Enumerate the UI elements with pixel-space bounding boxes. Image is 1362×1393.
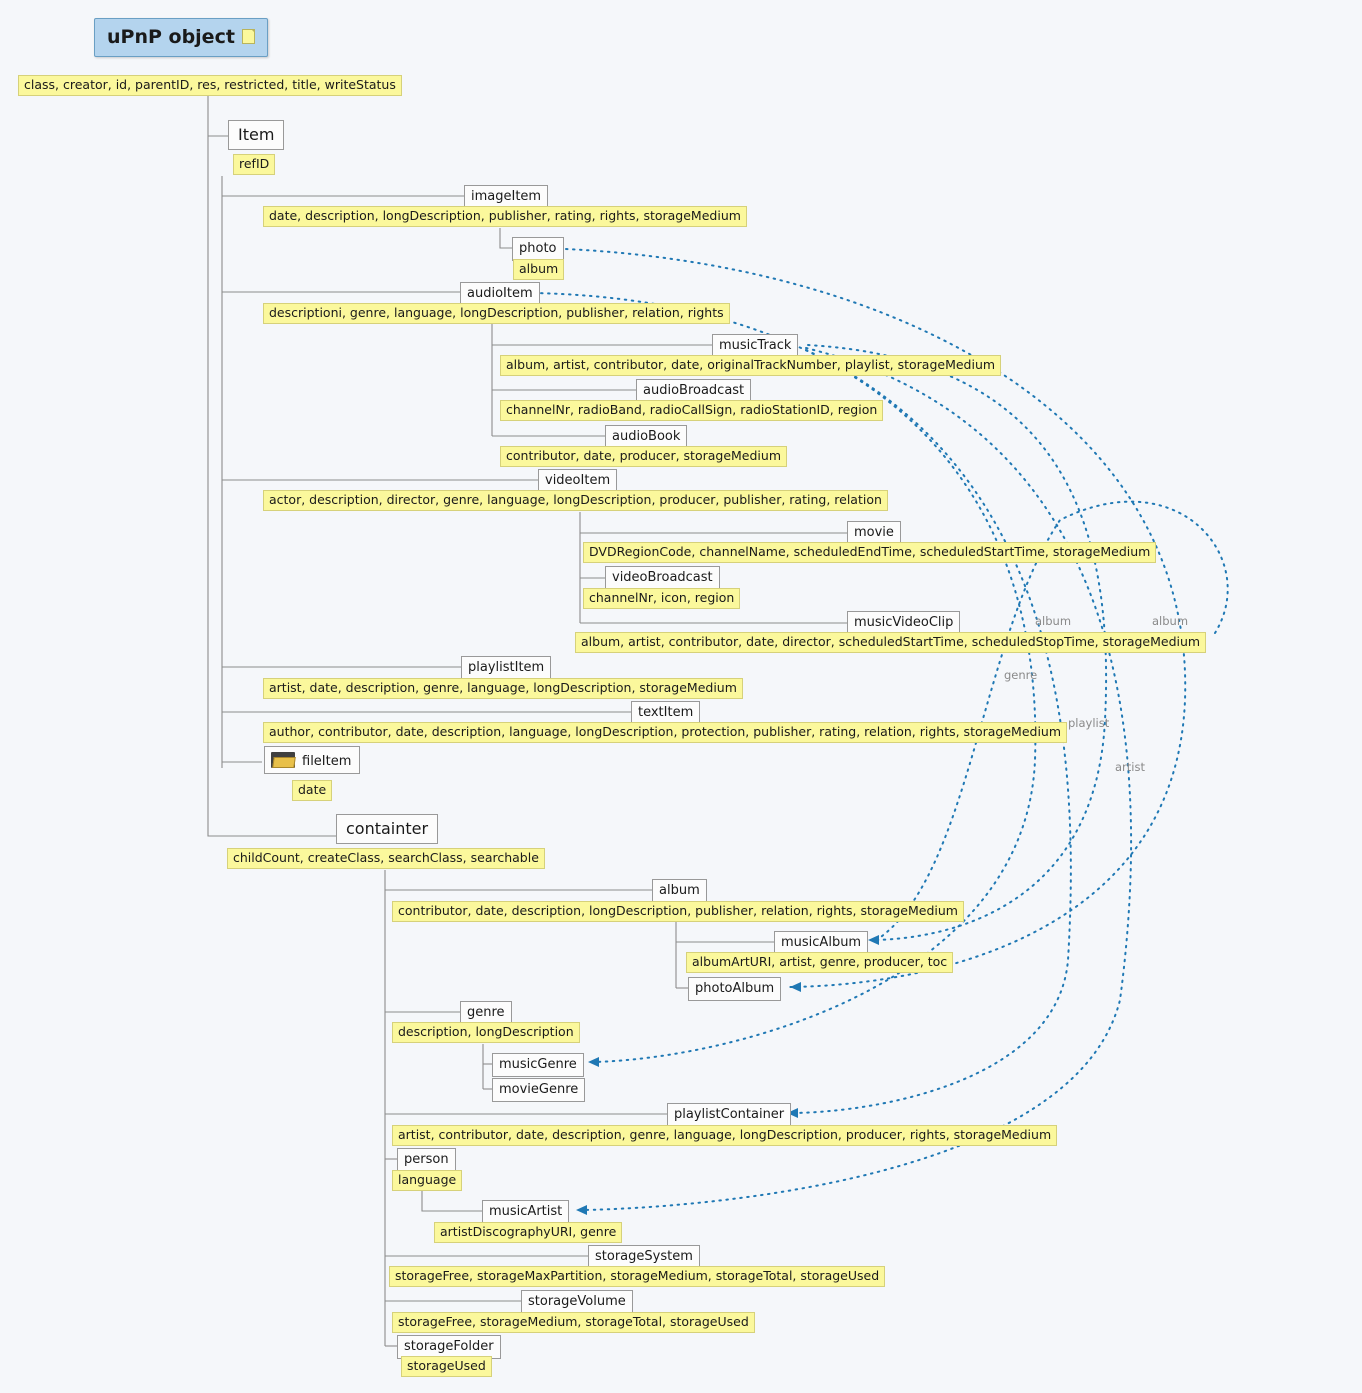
attrs-upnp-object: class, creator, id, parentID, res, restricted, title, writeStatus: [18, 75, 402, 96]
attrs-audiobroadcast: channelNr, radioBand, radioCallSign, radioStationID, region: [500, 400, 883, 421]
node-musicgenre[interactable]: musicGenre: [492, 1053, 584, 1077]
attrs-videoitem: actor, description, director, genre, language, longDescription, producer, publisher, rating, relation: [263, 490, 888, 511]
node-genre[interactable]: genre: [460, 1001, 512, 1025]
node-audiobroadcast[interactable]: audioBroadcast: [636, 379, 751, 403]
node-videobroadcast[interactable]: videoBroadcast: [605, 566, 720, 590]
folder-icon: [271, 750, 297, 770]
attrs-musictrack: album, artist, contributor, date, originalTrackNumber, playlist, storageMedium: [500, 355, 1001, 376]
node-musicalbum[interactable]: musicAlbum: [774, 931, 868, 955]
edge-label-album-1: album: [1035, 614, 1072, 628]
edge-label-playlist: playlist: [1068, 716, 1110, 730]
node-containter[interactable]: containter: [336, 814, 438, 844]
node-musicvideoclip[interactable]: musicVideoClip: [847, 611, 960, 635]
attrs-musicartist: artistDiscographyURI, genre: [434, 1222, 622, 1243]
attrs-textitem: author, contributor, date, description, language, longDescription, protection, publisher, rating, relation, rights, storageMedium: [263, 722, 1067, 743]
node-photoalbum[interactable]: photoAlbum: [688, 977, 781, 1001]
attrs-audioitem: descriptioni, genre, language, longDescription, publisher, relation, rights: [263, 303, 730, 324]
attrs-photo: album: [513, 259, 564, 280]
attrs-person: language: [392, 1170, 462, 1191]
attrs-imageitem: date, description, longDescription, publisher, rating, rights, storageMedium: [263, 206, 747, 227]
attrs-playlistcontainer: artist, contributor, date, description, genre, language, longDescription, producer, rights, storageMedium: [392, 1125, 1057, 1146]
node-storagevolume[interactable]: storageVolume: [521, 1290, 633, 1314]
node-fileitem[interactable]: [264, 746, 360, 774]
node-audiobook[interactable]: audioBook: [605, 425, 687, 449]
attrs-movie: DVDRegionCode, channelName, scheduledEndTime, scheduledStartTime, storageMedium: [583, 542, 1156, 563]
node-photo[interactable]: photo: [512, 237, 564, 261]
node-person[interactable]: person: [397, 1148, 456, 1172]
attrs-playlistitem: artist, date, description, genre, language, longDescription, storageMedium: [263, 678, 743, 699]
node-musictrack[interactable]: musicTrack: [712, 334, 798, 358]
edge-label-genre: genre: [1004, 668, 1038, 682]
attrs-genre: description, longDescription: [392, 1022, 580, 1043]
node-musicartist[interactable]: musicArtist: [482, 1200, 569, 1224]
attrs-musicalbum: albumArtURI, artist, genre, producer, toc: [686, 952, 953, 973]
node-label: fileItem: [302, 754, 352, 769]
attrs-audiobook: contributor, date, producer, storageMedium: [500, 446, 787, 467]
attrs-item: refID: [233, 154, 275, 175]
attrs-containter: childCount, createClass, searchClass, searchable: [227, 848, 545, 869]
edge-label-album-2: album: [1152, 614, 1189, 628]
node-audioitem[interactable]: audioItem: [460, 282, 540, 306]
attrs-musicvideoclip: album, artist, contributor, date, director, scheduledStartTime, scheduledStopTime, storageMedium: [575, 632, 1206, 653]
node-movie[interactable]: movie: [847, 521, 901, 545]
note-icon: [242, 29, 255, 44]
attrs-album: contributor, date, description, longDescription, publisher, relation, rights, storageMedium: [392, 901, 964, 922]
attrs-storagesystem: storageFree, storageMaxPartition, storageMedium, storageTotal, storageUsed: [389, 1266, 885, 1287]
attrs-videobroadcast: channelNr, icon, region: [583, 588, 740, 609]
node-textitem[interactable]: textItem: [631, 701, 700, 725]
node-label: uPnP object: [107, 26, 235, 48]
node-album[interactable]: album: [652, 879, 707, 903]
node-playlistcontainer[interactable]: playlistContainer: [667, 1103, 791, 1127]
node-storagefolder[interactable]: storageFolder: [397, 1335, 501, 1359]
attrs-storagefolder: storageUsed: [401, 1356, 492, 1377]
node-moviegenre[interactable]: movieGenre: [492, 1078, 585, 1102]
node-videoitem[interactable]: videoItem: [538, 469, 617, 493]
node-imageitem[interactable]: imageItem: [464, 185, 548, 209]
node-item[interactable]: Item: [228, 120, 284, 150]
node-upnp-object[interactable]: [94, 18, 268, 57]
edge-label-artist: artist: [1115, 760, 1145, 774]
node-playlistitem[interactable]: playlistItem: [461, 656, 551, 680]
node-storagesystem[interactable]: storageSystem: [588, 1245, 700, 1269]
attrs-fileitem: date: [292, 780, 332, 801]
attrs-storagevolume: storageFree, storageMedium, storageTotal, storageUsed: [392, 1312, 755, 1333]
